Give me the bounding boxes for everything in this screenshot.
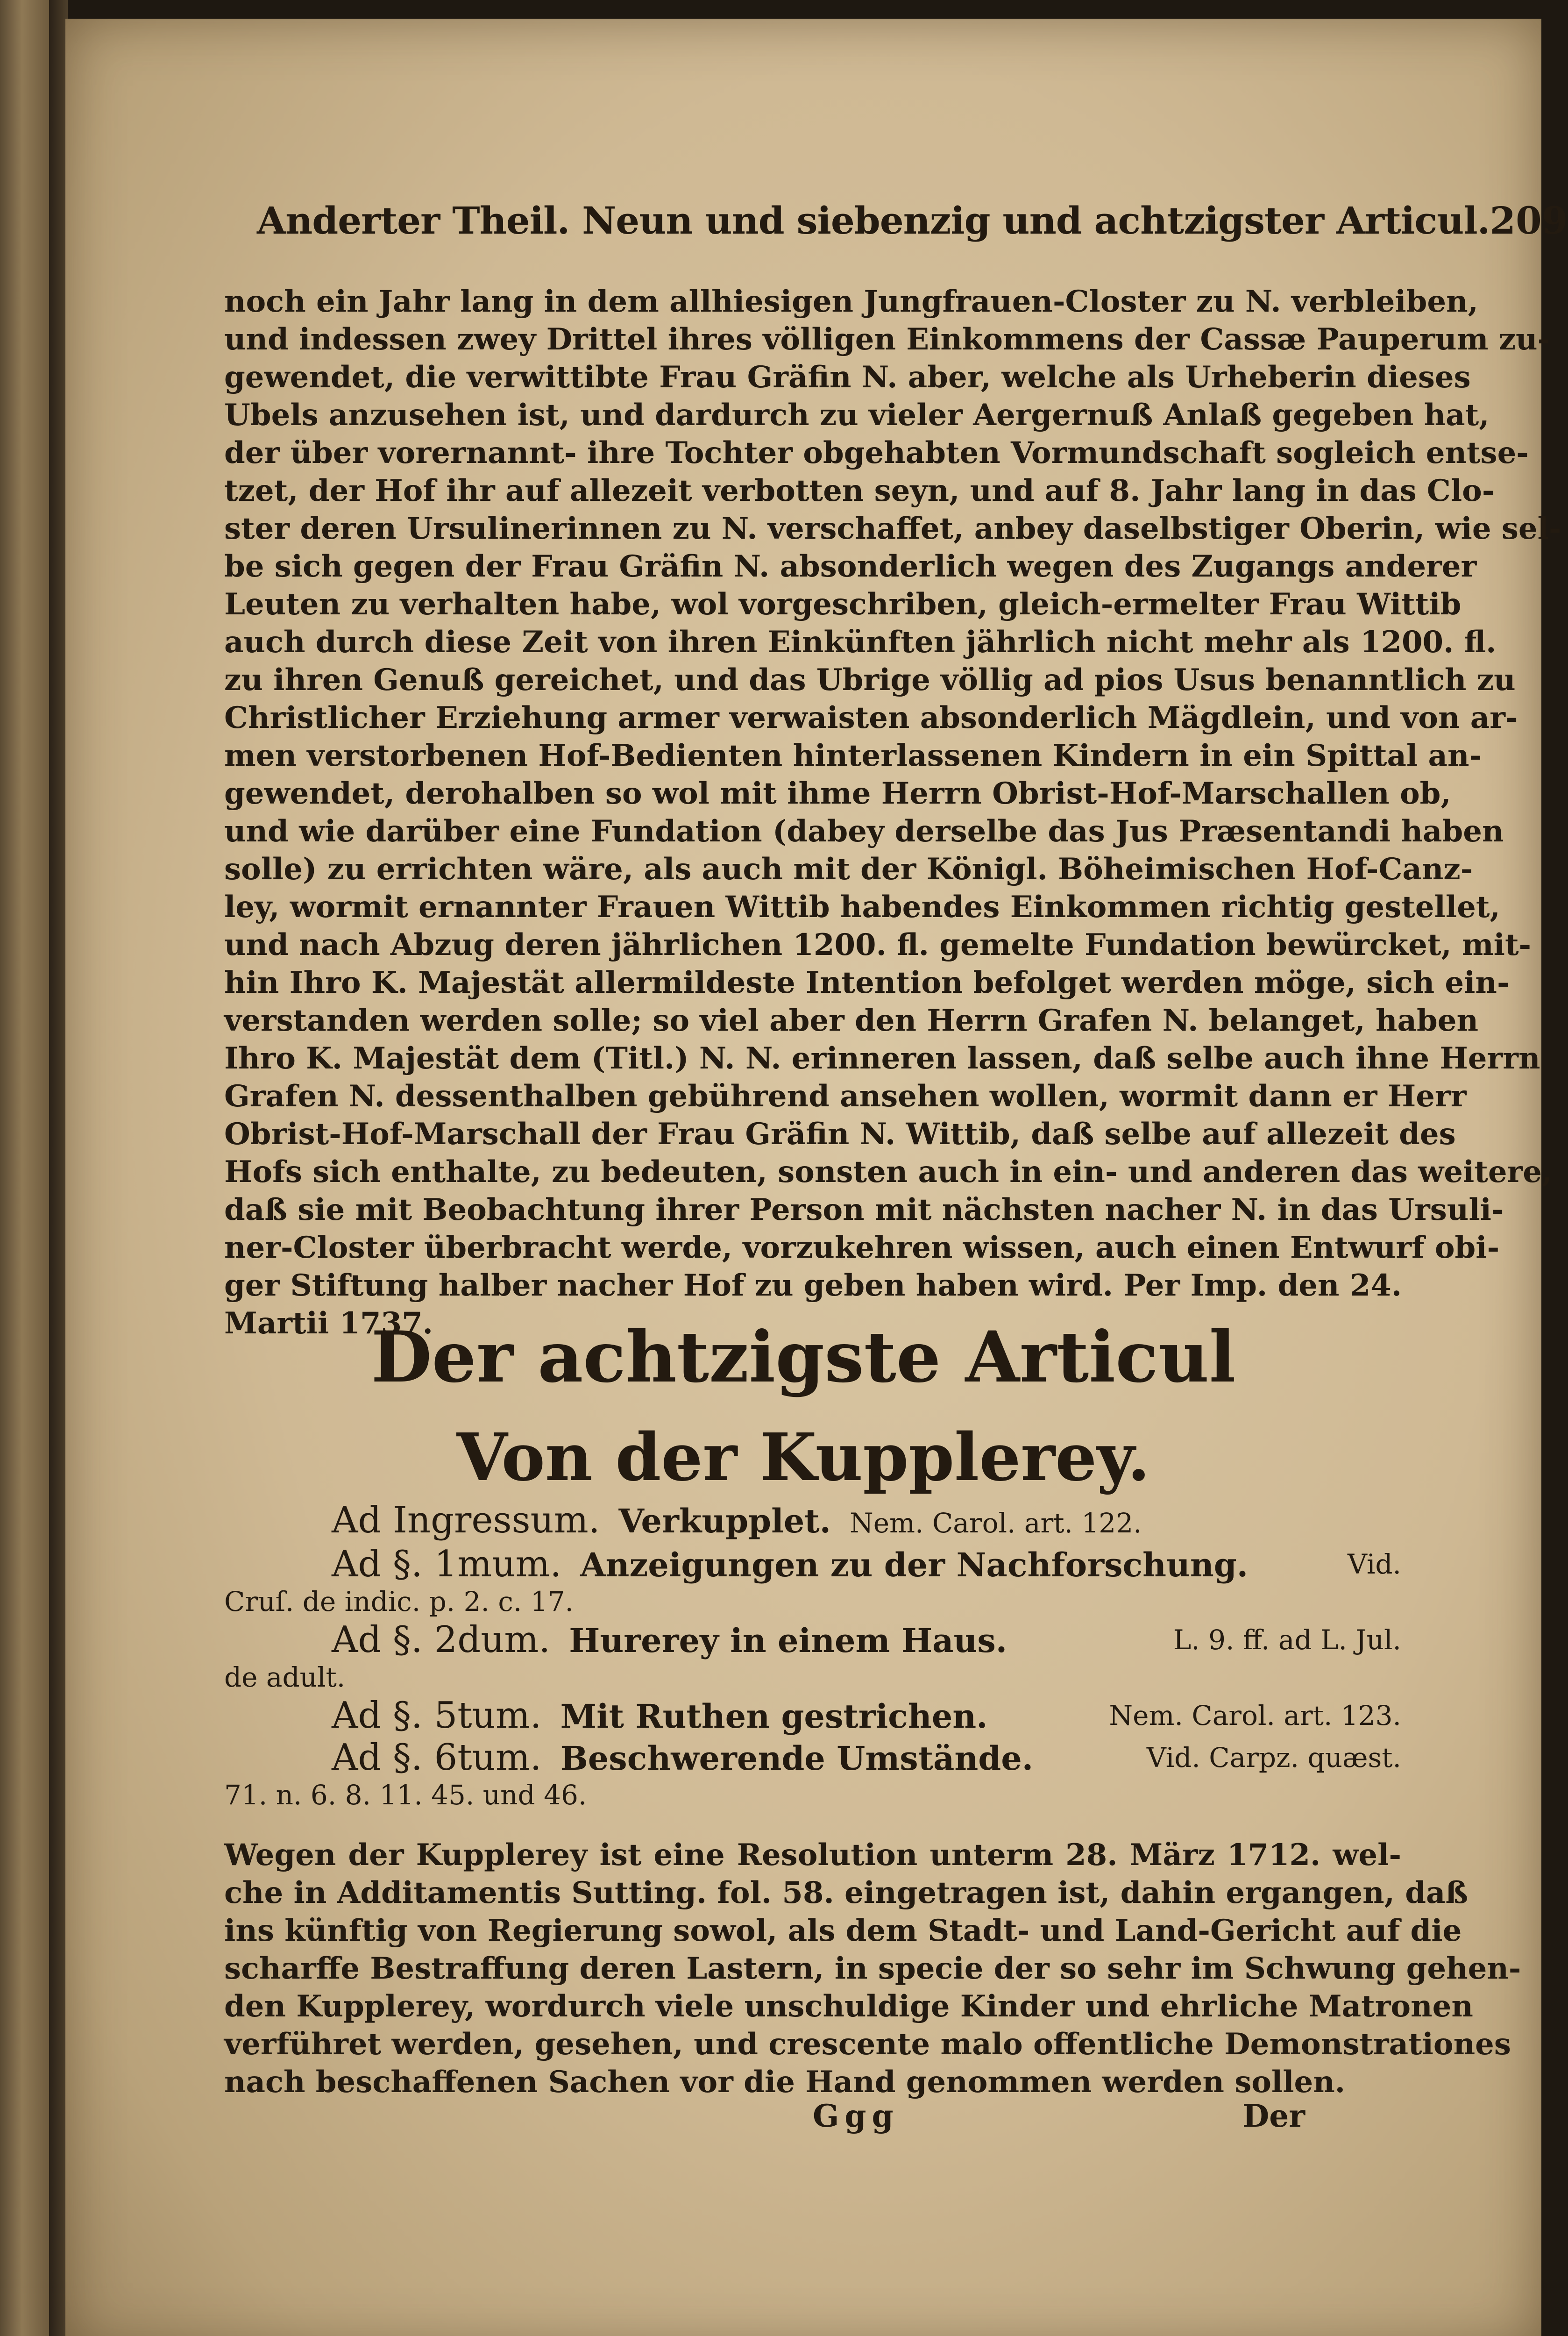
text-line: ger Stiftung halber nacher Hof zu geben haben wird. Per Imp. den 24. bbox=[224, 1268, 1402, 1303]
text-line: und indessen zwey Drittel ihres völligen Einkommens der Cassæ Pauperum zu- bbox=[224, 322, 1550, 357]
text-line: Obrist-Hof-Marschall der Frau Gräfin N. Wittib, daß selbe auf allezeit des bbox=[224, 1117, 1456, 1152]
text-line: und nach Abzug deren jährlichen 1200. fl. gemelte Fundation bewürcket, mit- bbox=[224, 927, 1532, 962]
text-line: gewendet, die verwittibte Frau Gräfin N. aber, welche als Urheberin dieses bbox=[224, 360, 1471, 395]
annotation-entry bbox=[224, 1695, 1401, 1737]
catchword: Der bbox=[1242, 2098, 1305, 2134]
running-header bbox=[257, 199, 1568, 242]
text-line: nach beschaffenen Sachen vor die Hand genommen werden sollen. bbox=[224, 2065, 1346, 2100]
annotation-reference: Nem. Carol. art. 123. bbox=[1109, 1700, 1401, 1731]
annotation-reference: Vid. Carpz. quæst. bbox=[1146, 1742, 1401, 1773]
book-page bbox=[65, 19, 1568, 2336]
annotation-phrase: Beschwerende Umstände. bbox=[560, 1739, 1034, 1778]
annotation-phrase: Verkupplet. bbox=[618, 1502, 831, 1540]
running-title: Anderter Theil. Neun und siebenzig und achtzigster Articul. bbox=[257, 199, 1490, 242]
main-text-block bbox=[224, 283, 1561, 1342]
facing-page-edge bbox=[0, 0, 49, 2336]
text-line: gewendet, derohalben so wol mit ihme Herrn Obrist-Hof-Marschallen ob, bbox=[224, 776, 1451, 811]
annotation-entry bbox=[224, 1619, 1401, 1661]
annotation-entry bbox=[224, 1737, 1401, 1779]
text-line: Hofs sich enthalte, zu bedeuten, sonsten auch in ein- und anderen das weitere, bbox=[224, 1154, 1553, 1189]
annotation-phrase: Mit Ruthen gestrichen. bbox=[560, 1697, 988, 1736]
text-line: tzet, der Hof ihr auf allezeit verbotten seyn, und auf 8. Jahr lang in das Clo- bbox=[224, 473, 1495, 508]
text-line: ley, wormit ernannter Frauen Wittib habendes Einkommen richtig gestellet, bbox=[224, 890, 1500, 925]
article-heading: Der achtzigste Articul bbox=[371, 1316, 1236, 1398]
text-line: hin Ihro K. Majestät allermildeste Intention befolget werden möge, sich ein- bbox=[224, 965, 1510, 1000]
text-line: ner-Closter überbracht werde, vorzukehren wissen, auch einen Entwurf obi- bbox=[224, 1230, 1500, 1265]
annotation-reference: Vid. bbox=[1348, 1548, 1401, 1580]
annotation-lead: Ad §. 5tum. bbox=[332, 1695, 542, 1737]
annotation-reference: L. 9. ff. ad L. Jul. bbox=[1173, 1624, 1401, 1656]
text-line: Grafen N. dessenthalben gebührend ansehen wollen, wormit dann er Herr bbox=[224, 1079, 1467, 1114]
annotation-entry bbox=[224, 1544, 1401, 1586]
annotation-continuation: 71. n. 6. 8. 11. 45. und 46. bbox=[224, 1779, 587, 1811]
annotation-phrase: Hurerey in einem Haus. bbox=[569, 1621, 1007, 1660]
text-line: daß sie mit Beobachtung ihrer Person mit nächsten nacher N. in das Ursuli- bbox=[224, 1192, 1504, 1227]
text-line: verstanden werden solle; so viel aber den Herrn Grafen N. belanget, haben bbox=[224, 1003, 1478, 1038]
annotation-continuation: Cruſ. de indic. p. 2. c. 17. bbox=[224, 1586, 574, 1617]
text-line: Leuten zu verhalten habe, wol vorgeschriben, gleich-ermelter Frau Wittib bbox=[224, 587, 1462, 622]
signature-mark: Ggg bbox=[813, 2098, 899, 2134]
text-line: ster deren Ursulinerinnen zu N. verschaffet, anbey daselbstiger Oberin, wie sel- bbox=[224, 511, 1561, 546]
text-line: verführet werden, gesehen, und crescente malo offentliche Demonstrationes bbox=[224, 2027, 1511, 2062]
text-line: che in Additamentis Sutting. fol. 58. eingetragen ist, dahin ergangen, daß bbox=[224, 1875, 1469, 1910]
text-line: be sich gegen der Frau Gräfin N. absonderlich wegen des Zugangs anderer bbox=[224, 549, 1477, 584]
text-line: solle) zu errichten wäre, als auch mit der Königl. Böheimischen Hof-Canz- bbox=[224, 852, 1473, 887]
text-line: Christlicher Erziehung armer verwaisten absonderlich Mägdlein, und von ar- bbox=[224, 700, 1518, 735]
text-line: Ihro K. Majestät dem (Titl.) N. N. erinneren lassen, daß selbe auch ihne Herrn bbox=[224, 1041, 1540, 1076]
annotation-entry bbox=[224, 1500, 1401, 1544]
text-line: Wegen der Kupplerey ist eine Resolution unterm 28. März 1712. wel- bbox=[224, 1837, 1401, 1873]
text-line: men verstorbenen Hof-Bedienten hinterlassenen Kindern in ein Spittal an- bbox=[224, 738, 1482, 773]
text-line: Martii 1737. bbox=[224, 1306, 433, 1341]
text-line: und wie darüber eine Fundation (dabey derselbe das Jus Præsentandi haben bbox=[224, 814, 1504, 849]
article-subheading: Von der Kupplerey. bbox=[456, 1419, 1150, 1496]
closing-paragraph bbox=[224, 1836, 1521, 2101]
text-line: zu ihren Genuß gereichet, und das Ubrige völlig ad pios Usus benanntlich zu bbox=[224, 662, 1516, 698]
annotation-lead: Ad §. 6tum. bbox=[332, 1737, 542, 1779]
annotation-lead: Ad Ingressum. bbox=[332, 1499, 600, 1541]
text-line: noch ein Jahr lang in dem allhiesigen Jungfrauen-Closter zu N. verbleiben, bbox=[224, 284, 1478, 319]
annotation-reference: Nem. Carol. art. 122. bbox=[849, 1507, 1142, 1539]
annotation-lead: Ad §. 1mum. bbox=[332, 1543, 562, 1585]
text-line: scharffe Bestraffung deren Lastern, in specie der so sehr im Schwung gehen- bbox=[224, 1951, 1521, 1986]
book-gutter bbox=[49, 0, 68, 2336]
text-line: ins künftig von Regierung sowol, als dem Stadt- und Land-Gericht auf die bbox=[224, 1913, 1462, 1948]
page-number: 209 bbox=[1490, 199, 1568, 242]
annotation-continuation: de adult. bbox=[224, 1661, 346, 1693]
text-line: auch durch diese Zeit von ihren Einkünften jährlich nicht mehr als 1200. fl. bbox=[224, 625, 1497, 660]
text-line: der über vorernannt- ihre Tochter obgehabten Vormundschaft sogleich entse- bbox=[224, 435, 1529, 470]
annotation-list bbox=[224, 1500, 1401, 1813]
annotation-lead: Ad §. 2dum. bbox=[332, 1619, 551, 1661]
text-line: den Kupplerey, wordurch viele unschuldige Kinder und ehrliche Matronen bbox=[224, 1989, 1473, 2024]
annotation-phrase: Anzeigungen zu der Nachforschung. bbox=[580, 1545, 1249, 1584]
text-line: Ubels anzusehen ist, und dardurch zu vieler Aergernuß Anlaß gegeben hat, bbox=[224, 398, 1490, 433]
